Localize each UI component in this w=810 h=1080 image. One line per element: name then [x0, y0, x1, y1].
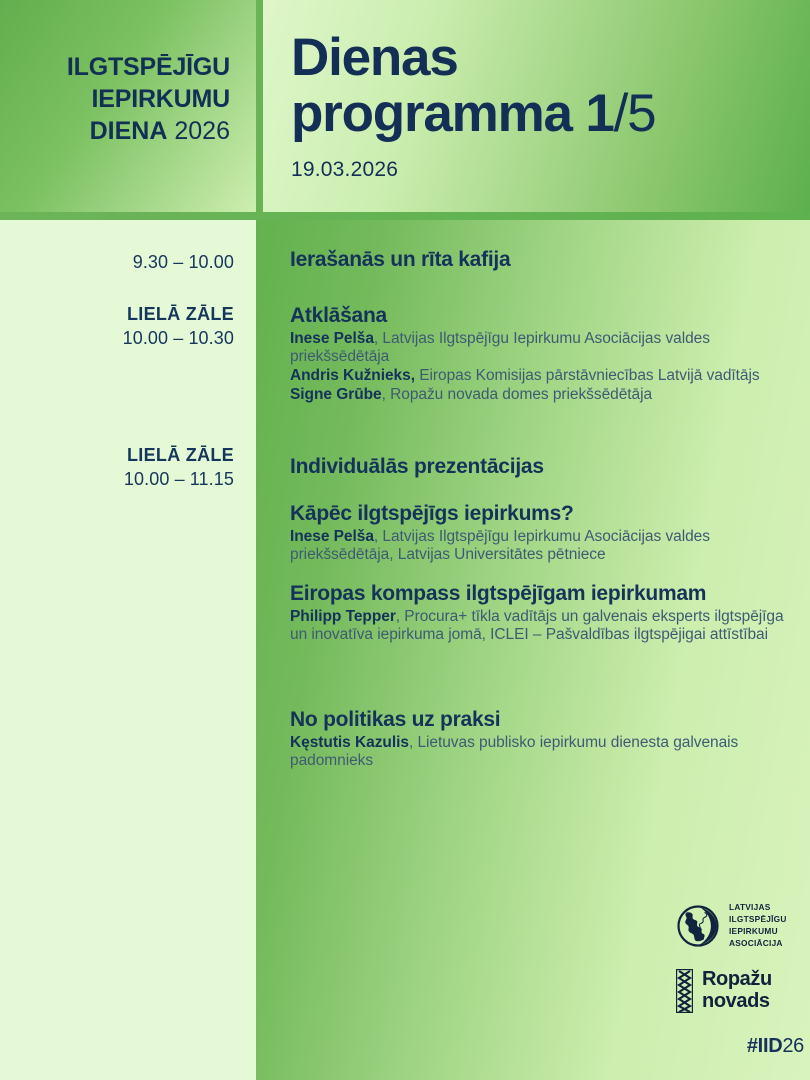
speaker-role: , Ropažu novada domes priekšsēdētāja: [381, 385, 653, 403]
speaker-name: Kęstutis Kazulis: [290, 733, 409, 751]
session-block: [290, 248, 790, 274]
speaker-line: [290, 528, 790, 565]
session-block: [290, 582, 790, 645]
time-range: 10.00 – 10.30: [122, 327, 234, 348]
session-title: Individuālās prezentācijas: [290, 455, 544, 478]
speaker-name: Philipp Tepper: [290, 607, 396, 625]
hashtag-rest: 26: [782, 1035, 804, 1057]
ropazu-logo-text: [702, 969, 772, 1012]
session-speakers: [290, 608, 790, 645]
assoc-line-1: LATVIJAS: [729, 902, 771, 913]
speaker-line: [290, 386, 790, 405]
globe-leaf-icon: [676, 903, 722, 949]
page-slash: /: [613, 83, 628, 143]
event-date: 19.03.2026: [291, 158, 399, 182]
page-total: 5: [627, 83, 656, 143]
session-title: Atklāšana: [290, 304, 387, 327]
event-logo-block: [0, 0, 256, 212]
speaker-role: , Procura+ tīkla vadītājs un galvenais eksperts ilgtspējīga un inovatīva iepirkuma jomā, ICLEI – Pašvaldības ilgtspējigai attīstībai: [290, 607, 784, 644]
time-block: [123, 304, 234, 350]
time-range: 10.00 – 11.15: [123, 468, 234, 489]
session-block: [290, 455, 790, 481]
session-title: Ierašanās un rīta kafija: [290, 248, 511, 271]
speaker-line: [290, 330, 790, 367]
ropazu-novads-logo: [676, 966, 804, 1016]
logo-line-2: IEPIRKUMU: [91, 85, 230, 113]
logo-line-1: ILGTSPĒJĪGU: [66, 53, 230, 81]
association-logo-text: [729, 902, 787, 949]
logo-year: 2026: [174, 117, 230, 145]
logo-line-3: [90, 115, 230, 147]
assoc-line-3: IEPIRKUMU: [729, 926, 778, 936]
session-speakers: [290, 330, 790, 404]
time-column: [0, 220, 256, 1080]
logo-diena: DIENA: [89, 117, 168, 145]
braid-ornament-icon: [676, 969, 693, 1013]
page-title: [291, 30, 810, 141]
hall-label: LIELĀ ZĀLE: [127, 304, 234, 324]
association-logo: [676, 900, 804, 952]
time-block: [124, 445, 234, 491]
time-block: [133, 250, 234, 274]
header-title-block: [263, 0, 810, 212]
page-title-line-1: Dienas: [291, 28, 458, 87]
hashtag-bold: #IID: [746, 1035, 783, 1057]
page-title-word: programma: [291, 83, 572, 143]
speaker-line: [290, 608, 790, 645]
session-speakers: [290, 734, 790, 771]
speaker-role: , Lietuvas publisko iepirkumu dienesta galvenais padomnieks: [290, 733, 739, 770]
speaker-name: Inese Pelša: [290, 527, 374, 545]
assoc-line-2: ILGTSPĒJĪGU: [729, 914, 787, 925]
ropazu-line-2: novads: [702, 990, 770, 1012]
speaker-line: [290, 367, 790, 386]
session-title: No politikas uz praksi: [290, 708, 501, 731]
session-title: Eiropas kompass ilgtspējīgam iepirkumam: [290, 582, 707, 605]
page-number: 1: [585, 83, 614, 143]
event-hashtag: [676, 1035, 804, 1058]
ropazu-line-1: Ropažu: [702, 968, 772, 991]
speaker-name: Signe Grūbe: [290, 385, 382, 403]
assoc-line-4: ASOCIĀCIJA: [729, 937, 783, 948]
hall-label: LIELĀ ZĀLE: [127, 445, 234, 465]
session-block: [290, 304, 790, 404]
session-block: [290, 502, 790, 565]
speaker-role: , Latvijas Ilgtspējīgu Iepirkumu Asociācijas valdes priekšsēdētāja: [290, 329, 710, 366]
speaker-line: [290, 734, 790, 771]
session-speakers: [290, 528, 790, 565]
poster-header: [0, 0, 810, 220]
time-range: 9.30 – 10.00: [132, 252, 234, 272]
session-block: [290, 708, 790, 771]
speaker-role: , Latvijas Ilgtspējīgu Iepirkumu Asociācijas valdes priekšsēdētāja, Latvijas Universitātes pētniece: [290, 527, 710, 564]
speaker-role: Eiropas Komisijas pārstāvniecības Latvijā vadītājs: [414, 366, 760, 384]
page-title-line-2: [291, 83, 810, 143]
speaker-name: Inese Pelša: [290, 329, 374, 347]
speaker-name: Andris Kužnieks,: [290, 366, 415, 384]
session-title: Kāpēc ilgtspējīgs iepirkums?: [290, 502, 574, 525]
